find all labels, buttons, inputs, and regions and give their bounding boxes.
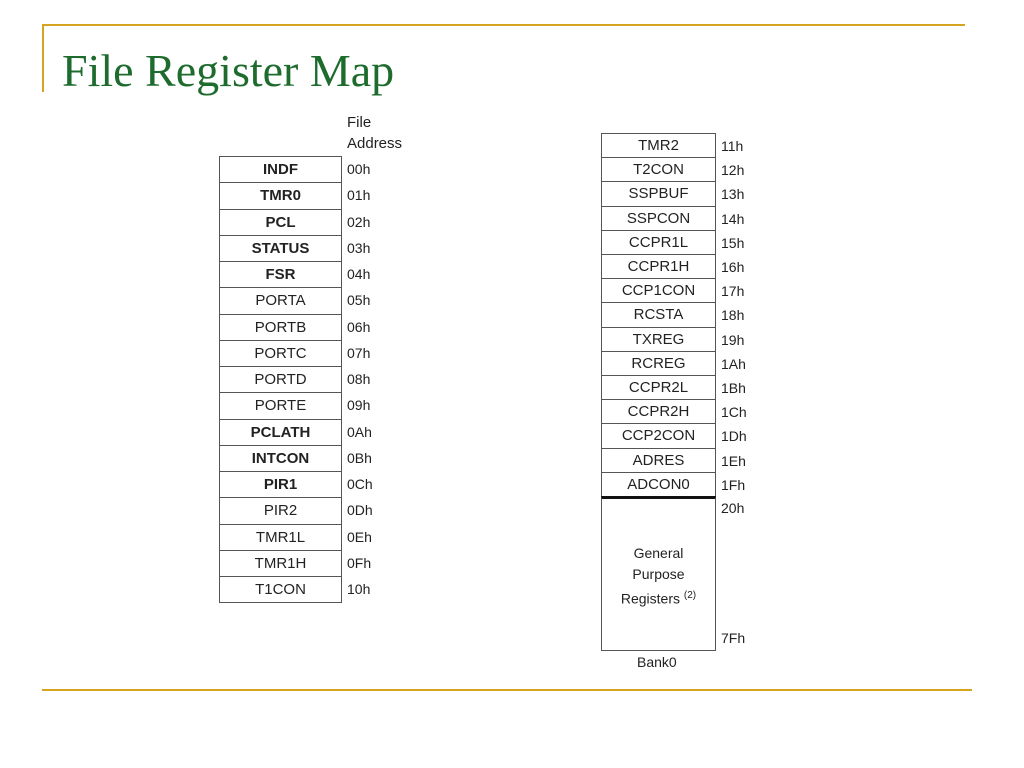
register-cell: PIR2 xyxy=(219,497,342,524)
register-address: 03h xyxy=(347,239,371,256)
register-cell: FSR xyxy=(219,261,342,288)
register-cell: CCP1CON xyxy=(601,278,716,303)
register-cell: PORTA xyxy=(219,287,342,314)
register-address: 15h xyxy=(721,234,745,251)
bottom-rule xyxy=(42,689,972,691)
register-address: 01h xyxy=(347,187,371,204)
register-cell: CCPR1H xyxy=(601,254,716,279)
gpr-line2: Purpose xyxy=(632,566,685,582)
register-address: 16h xyxy=(721,259,745,275)
register-address: 04h xyxy=(347,266,371,282)
register-cell: PORTC xyxy=(219,340,342,367)
register-cell: PORTE xyxy=(219,392,342,419)
gpr-note: (2) xyxy=(683,590,697,601)
register-address: 0Ch xyxy=(347,476,373,492)
register-address: 1Ah xyxy=(721,355,746,372)
register-cell: SSPCON xyxy=(601,206,716,231)
register-cell: PORTD xyxy=(219,366,342,393)
register-cell: PCL xyxy=(219,209,342,236)
register-address: 0Eh xyxy=(347,528,372,545)
register-address: 00h xyxy=(347,161,371,177)
bank-label: Bank0 xyxy=(637,654,677,670)
register-address: 02h xyxy=(347,213,371,230)
gpr-line3: Registers xyxy=(620,590,680,607)
register-cell: CCPR2H xyxy=(601,399,716,424)
gpr-line1: General xyxy=(633,545,684,561)
register-address: 14h xyxy=(721,210,745,227)
register-cell: CCP2CON xyxy=(601,423,716,448)
register-address: 0Fh xyxy=(347,554,372,571)
register-address: 1Fh xyxy=(721,476,746,493)
file-address-header xyxy=(347,112,402,154)
register-cell: INDF xyxy=(219,156,342,183)
gpr-end-address: 7Fh xyxy=(721,630,746,646)
register-address: 08h xyxy=(347,371,371,387)
register-address: 18h xyxy=(721,307,745,324)
left-accent-bar xyxy=(42,24,44,92)
register-cell: RCREG xyxy=(601,351,716,376)
register-cell: ADRES xyxy=(601,448,716,473)
header-line1: File xyxy=(347,114,372,131)
register-address: 1Bh xyxy=(721,380,746,396)
register-address: 09h xyxy=(347,397,371,414)
register-cell: INTCON xyxy=(219,445,342,472)
register-cell: ADCON0 xyxy=(601,472,716,497)
register-address: 13h xyxy=(721,186,745,203)
register-cell: CCPR2L xyxy=(601,375,716,400)
top-rule xyxy=(42,24,965,26)
register-address: 19h xyxy=(721,331,745,348)
register-cell: TMR2 xyxy=(601,133,716,158)
register-address: 1Ch xyxy=(721,404,747,421)
register-address: 0Bh xyxy=(347,449,372,466)
register-cell: STATUS xyxy=(219,235,342,262)
register-cell: CCPR1L xyxy=(601,230,716,255)
register-address: 1Dh xyxy=(721,428,747,445)
register-address: 07h xyxy=(347,344,371,361)
register-cell: RCSTA xyxy=(601,302,716,327)
header-line2: Address xyxy=(347,135,403,152)
register-cell: TMR1L xyxy=(219,524,342,551)
register-address: 12h xyxy=(721,162,745,179)
register-address: 10h xyxy=(347,581,371,597)
register-cell: T1CON xyxy=(219,576,342,603)
register-cell: SSPBUF xyxy=(601,181,716,206)
register-cell: PORTB xyxy=(219,314,342,341)
register-cell: TMR1H xyxy=(219,550,342,577)
slide-title: File Register Map xyxy=(62,45,395,96)
register-address: 11h xyxy=(721,138,744,154)
register-cell: TMR0 xyxy=(219,182,342,209)
register-cell: PCLATH xyxy=(219,419,342,446)
register-address: 06h xyxy=(347,318,371,335)
register-address: 0Ah xyxy=(347,423,372,440)
gpr-start-address: 20h xyxy=(721,500,745,516)
register-address: 1Eh xyxy=(721,452,746,469)
general-purpose-registers xyxy=(601,496,716,651)
register-address: 17h xyxy=(721,283,745,300)
register-address: 05h xyxy=(347,292,371,309)
register-address: 0Dh xyxy=(347,502,373,519)
register-cell: TXREG xyxy=(601,327,716,352)
register-cell: T2CON xyxy=(601,157,716,182)
register-cell: PIR1 xyxy=(219,471,342,498)
